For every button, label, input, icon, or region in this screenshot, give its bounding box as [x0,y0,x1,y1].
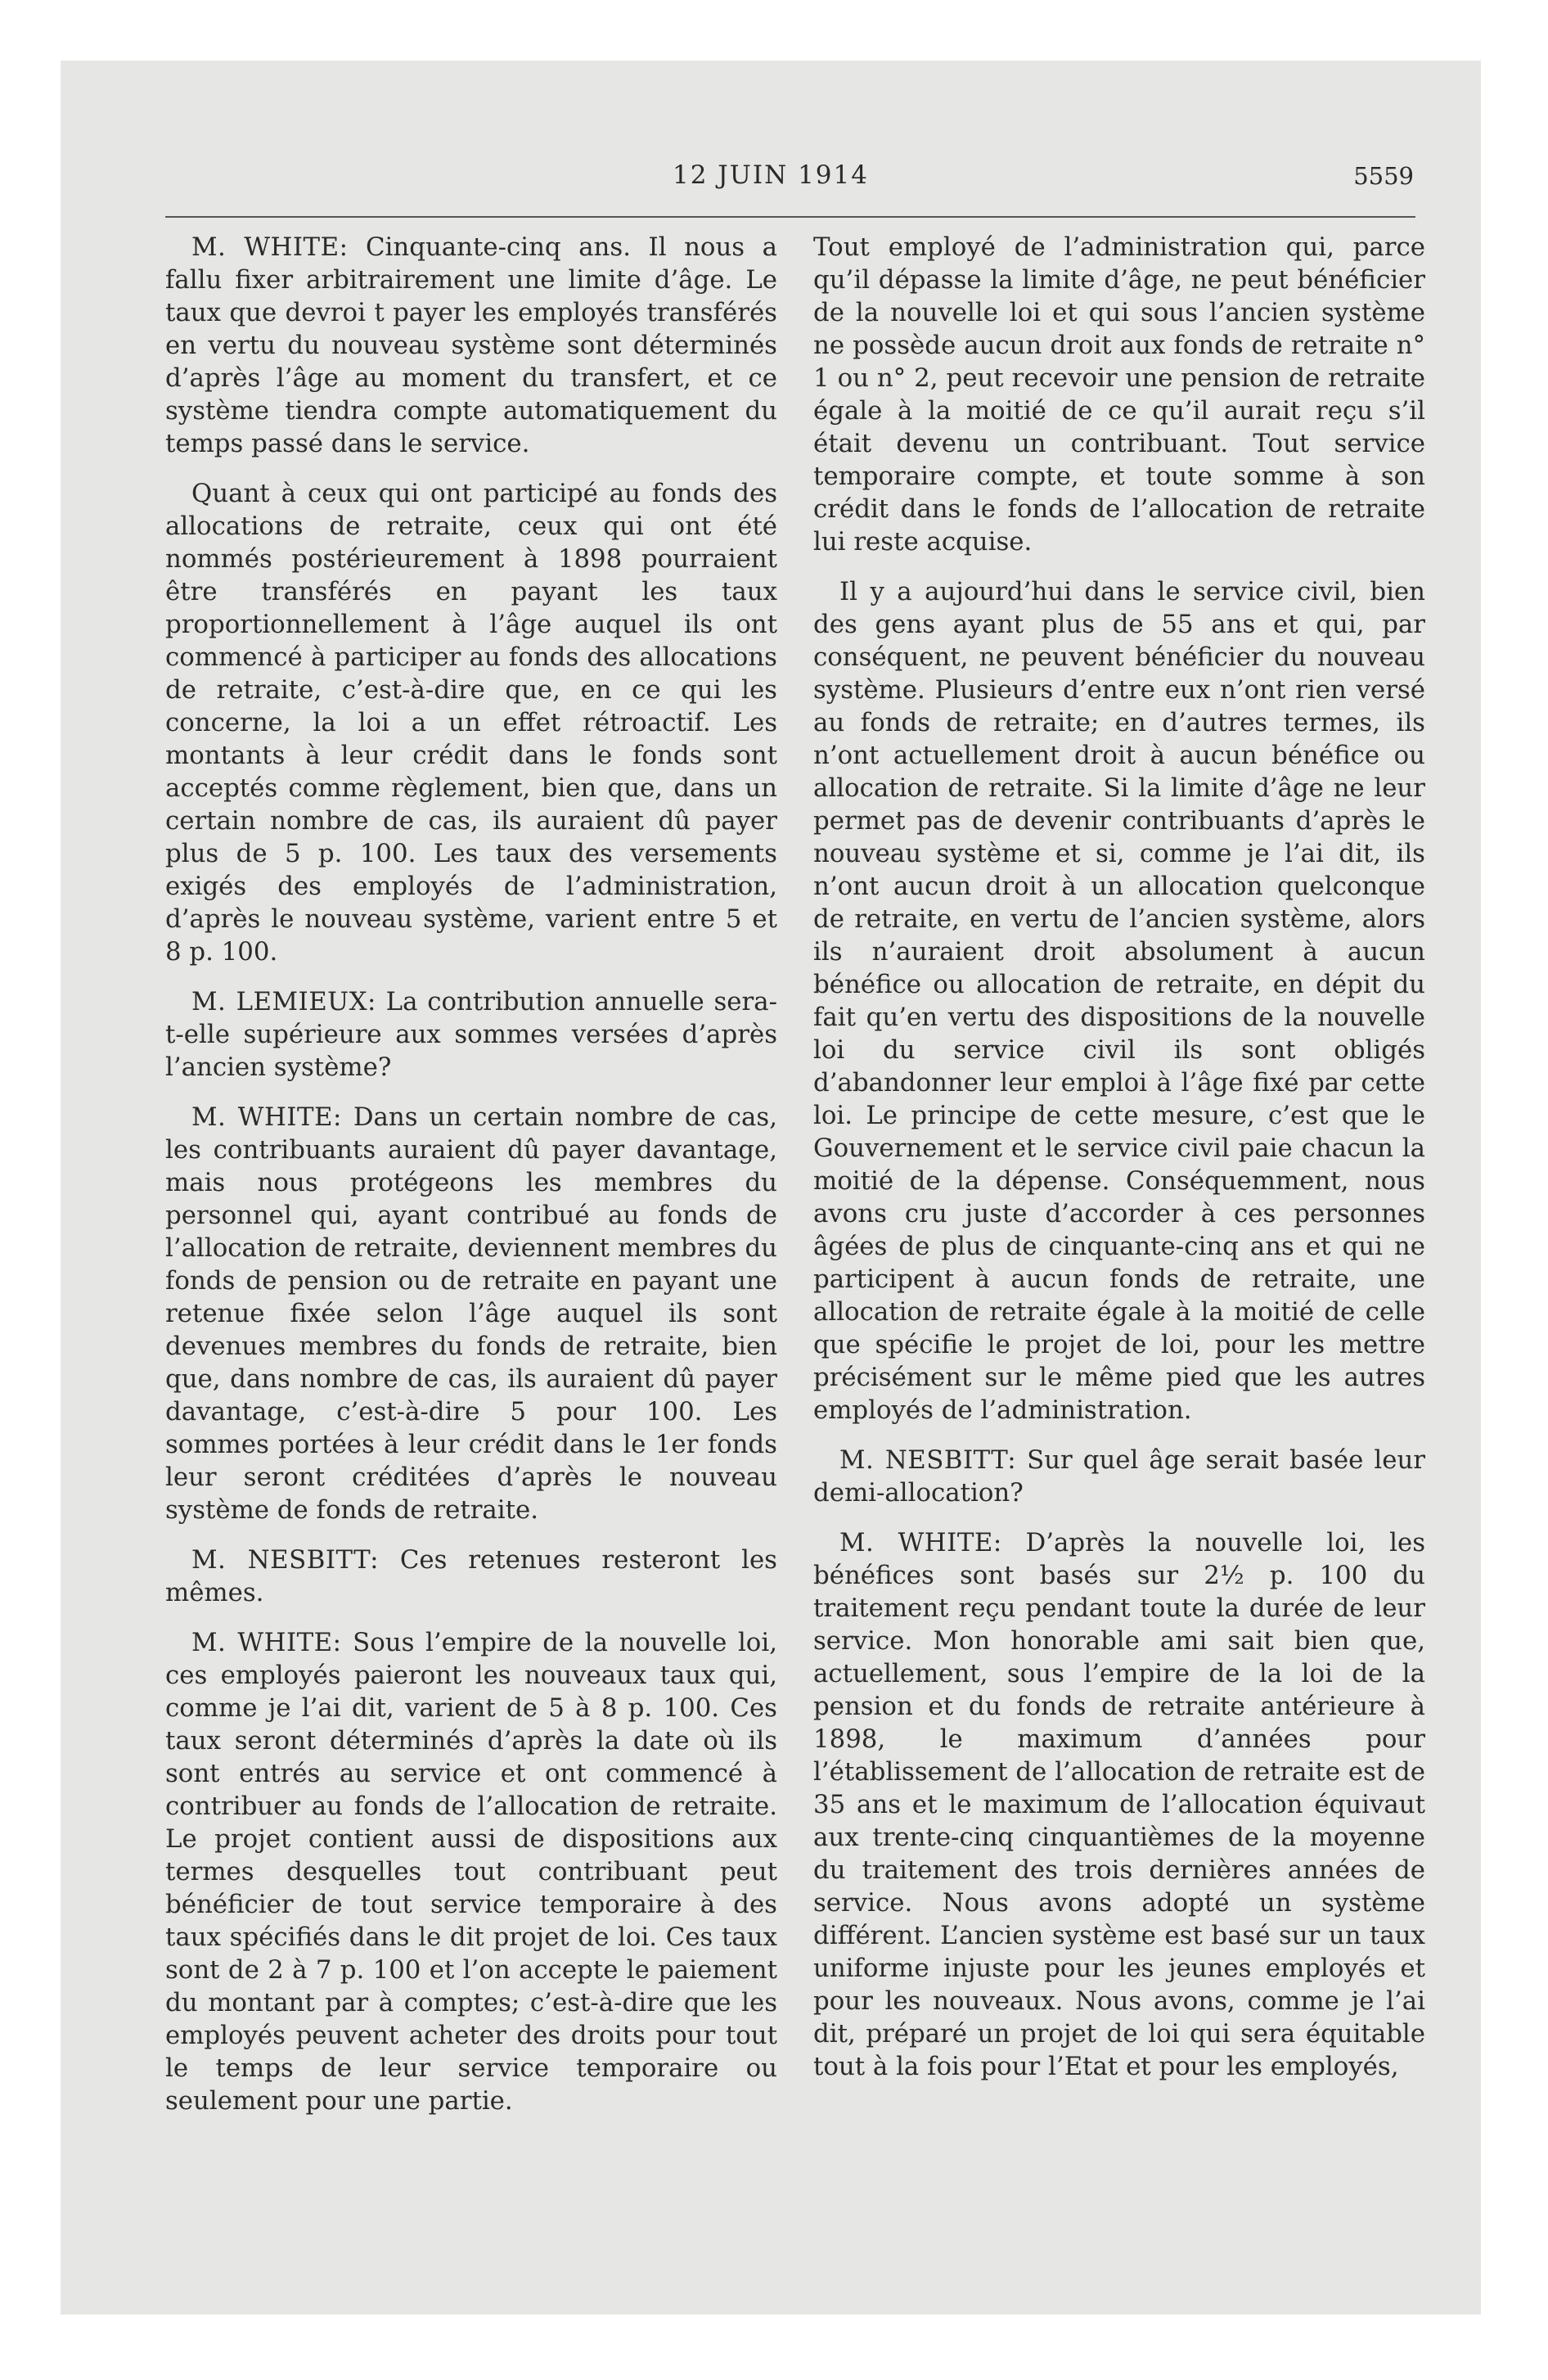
speaker-name: M. WHITE: [191,1102,342,1132]
paragraph [813,1526,1425,2083]
speaker-name: M. WHITE: [191,232,349,262]
left-column [165,231,777,2134]
paragraph-text: D’après la nouvelle loi, les bénéfices sont basés sur 2½ p. 100 du traitement reçu pendant toute la durée de leur service. Mon honorable ami sait bien que, actuellement, sous l’empire de la loi de la pension et du fonds de retraite antérieure à 1898, le maximum d’années pour l’établissement de l’allocation de retraite est de 35 ans et le maximum de l’allocation équivaut aux trente-cinq cinquantièmes de la moyenne du traitement des trois dernières années de service. Nous avons adopté un système différent. L’ancien système est basé sur un taux uniforme injuste pour les jeunes employés et pour les nouveaux. Nous avons, comme je l’ai dit, préparé un projet de loi qui sera équitable tout à la fois pour l’Etat et pour les employés, [813,1528,1425,2081]
header-date: 12 JUIN 1914 [673,160,869,190]
paragraph [165,985,777,1084]
paragraph-text: Ces retenues resteront les mêmes. [165,1545,777,1607]
speaker-name: M. NESBITT: [191,1545,379,1575]
paragraph-text: Sur quel âge serait basée leur demi-allocation? [813,1445,1425,1508]
paragraph-text: Sous l’empire de la nouvelle loi, ces employés paieront les nouveaux taux qui, comme je l’ai dit, varient de 5 à 8 p. 100. Ces taux seront déterminés d’après la date où ils sont entrés au service et ont commencé à contribuer au fonds de l’allocation de retraite. Le projet contient aussi de dispositions aux termes desquelles tout contribuant peut bénéficier de tout service temporaire à des taux spécifiés dans le dit projet de loi. Ces taux sont de 2 à 7 p. 100 et l’on accepte le paiement du montant par à comptes; c’est-à-dire que les employés peuvent acheter des droits pour tout le temps de leur service temporaire ou seulement pour une partie. [165,1628,777,2116]
header-rule [165,216,1415,218]
page-number: 5559 [1353,162,1414,190]
paragraph [165,1544,777,1609]
paragraph [165,1626,777,2117]
paragraph [165,231,777,460]
paragraph [813,231,1425,558]
paragraph-text: Il y a aujourd’hui dans le service civil, bien des gens ayant plus de 55 ans et qui, par conséquent, ne peuvent bénéficier du nouveau système. Plusieurs d’entre eux n’ont rien versé au fonds de retraite; en d’autres termes, ils n’ont actuellement droit à aucun bénéfice ou allocation de retraite. Si la limite d’âge ne leur permet pas de devenir contribuants d’après le nouveau système et si, comme je l’ai dit, ils n’ont aucun droit à un allocation quelconque de retraite, en vertu de l’ancien système, alors ils n’auraient droit absolument à aucun bénéfice ou allocation de retraite, en dépit du fait qu’en vertu des dispositions de la nouvelle loi du service civil ils sont obligés d’abandonner leur emploi à l’âge fixé par cette loi. Le principe de cette mesure, c’est que le Gouvernement et le service civil paie chacun la moitié de la dépense. Conséquemment, nous avons cru juste d’accorder à ces personnes âgées de plus de cinquante-cinq ans et qui ne participent à aucun fonds de retraite, une allocation de retraite égale à la moitié de celle que spécifie le projet de loi, pour les mettre précisément sur le même pied que les autres employés de l’administration. [813,577,1425,1425]
right-column [813,231,1425,2100]
paragraph [165,1101,777,1526]
paragraph-text: Tout employé de l’administration qui, parce qu’il dépasse la limite d’âge, ne peut bénéficier de la nouvelle loi et qui sous l’ancien système ne possède aucun droit aux fonds de retraite n° 1 ou n° 2, peut recevoir une pension de retraite égale à la moitié de ce qu’il aurait reçu s’il était devenu un contribuant. Tout service temporaire compte, et toute somme à son crédit dans le fonds de l’allocation de retraite lui reste acquise. [813,232,1425,557]
paragraph-text: La contribution annuelle sera-t-elle supérieure aux sommes versées d’après l’ancien système? [165,987,777,1082]
speaker-name: M. WHITE: [191,1628,342,1657]
speaker-name: M. LEMIEUX: [191,987,376,1016]
paragraph-text: Dans un certain nombre de cas, les contribuants auraient dû payer davantage, mais nous protégeons les membres du personnel qui, ayant contribué au fonds de l’allocation de retraite, deviennent membres du fonds de pension ou de retraite en payant une retenue fixée selon l’âge auquel ils sont devenues membres du fonds de retraite, bien que, dans nombre de cas, ils auraient dû payer davantage, c’est-à-dire 5 pour 100. Les sommes portées à leur crédit dans le 1er fonds leur seront créditées d’après le nouveau système de fonds de retraite. [165,1102,777,1525]
paragraph [813,575,1425,1427]
paragraph [813,1444,1425,1509]
speaker-name: M. WHITE: [839,1528,1002,1557]
speaker-name: M. NESBITT: [839,1445,1017,1475]
paragraph [165,477,777,968]
scanned-page [61,61,1481,2315]
paragraph-text: Cinquante-cinq ans. Il nous a fallu fixer arbitrairement une limite d’âge. Le taux que devroi t payer les employés transférés en vertu du nouveau système sont déterminés d’après l’âge au moment du transfert, et ce système tiendra compte automatiquement du temps passé dans le service. [165,232,778,458]
paragraph-text: Quant à ceux qui ont participé au fonds des allocations de retraite, ceux qui ont été nommés postérieurement à 1898 pourraient être transférés en payant les taux proportionnellement à l’âge auquel ils ont commencé à participer au fonds des allocations de retraite, c’est-à-dire que, en ce qui les concerne, la loi a un effet rétroactif. Les montants à leur crédit dans le fonds sont acceptés comme règlement, bien que, dans un certain nombre de cas, ils auraient dû payer plus de 5 p. 100. Les taux des versements exigés des employés de l’administration, d’après le nouveau système, varient entre 5 et 8 p. 100. [165,479,777,967]
page-header [61,160,1481,210]
